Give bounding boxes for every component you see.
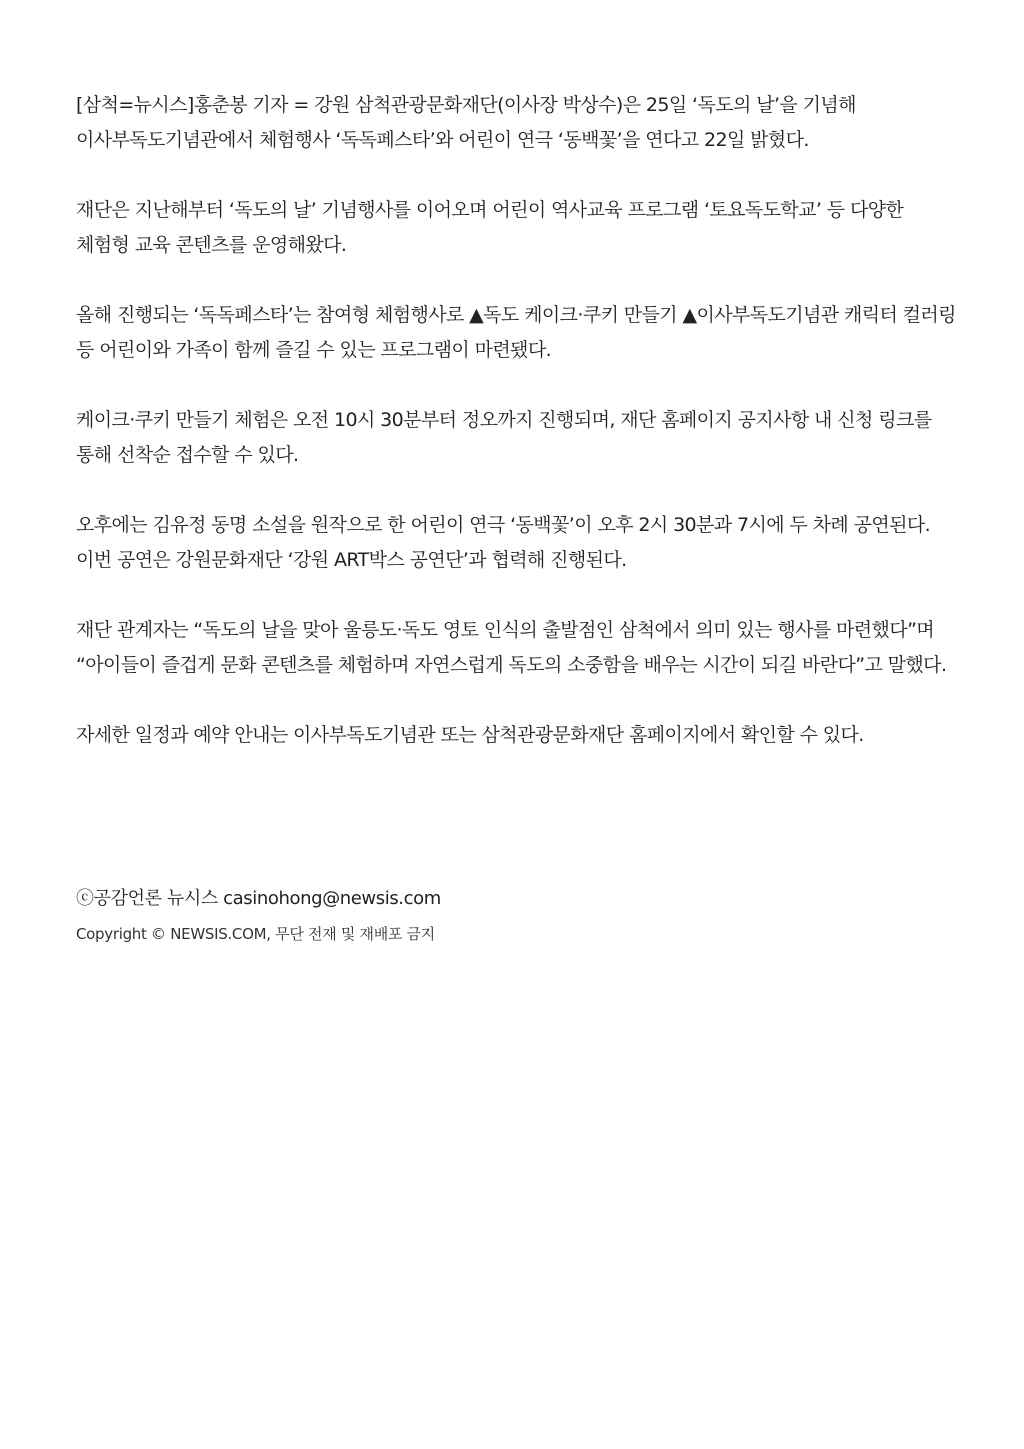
article-paragraph: 오후에는 김유정 동명 소설을 원작으로 한 어린이 연극 ‘동백꽃’이 오후 2시 30분과 7시에 두 차례 공연된다. 이번 공연은 강원문화재단 ‘강원 ART박스 공연단’과 협력해 진행된다. — [76, 514, 931, 571]
article-footer — [76, 883, 956, 947]
article-paragraph: 자세한 일정과 예약 안내는 이사부독도기념관 또는 삼척관광문화재단 홈페이지에서 확인할 수 있다. — [76, 724, 864, 746]
article-paragraph: 케이크·쿠키 만들기 체험은 오전 10시 30분부터 정오까지 진행되며, 재단 홈페이지 공지사항 내 신청 링크를 통해 선착순 접수할 수 있다. — [76, 409, 932, 466]
article-body — [76, 88, 956, 788]
copyright-notice: Copyright © NEWSIS.COM, 무단 전재 및 재배포 금지 — [76, 925, 435, 943]
article-paragraph: 재단 관계자는 “독도의 날을 맞아 울릉도·독도 영토 인식의 출발점인 삼척에서 의미 있는 행사를 마련했다”며 “아이들이 즐겁게 문화 콘텐츠를 체험하며 자연스럽게 독도의 소중함을 배우는 시간이 되길 바란다”고 말했다. — [76, 619, 947, 676]
article-paragraph: 재단은 지난해부터 ‘독도의 날’ 기념행사를 이어오며 어린이 역사교육 프로그램 ‘토요독도학교’ 등 다양한 체험형 교육 콘텐츠를 운영해왔다. — [76, 199, 904, 256]
reporter-byline: ⓒ공감언론 뉴시스 casinohong@newsis.com — [76, 888, 441, 909]
article-paragraph: 올해 진행되는 ‘독독페스타’는 참여형 체험행사로 ▲독도 케이크·쿠키 만들기 ▲이사부독도기념관 캐릭터 컬러링 등 어린이와 가족이 함께 즐길 수 있는 프로그램이 마련됐다. — [76, 304, 956, 361]
article-paragraph: [삼척=뉴시스]홍춘봉 기자 = 강원 삼척관광문화재단(이사장 박상수)은 25일 ‘독도의 날’을 기념해 이사부독도기념관에서 체험행사 ‘독독페스타’와 어린이 연극 ‘동백꽃’을 연다고 22일 밝혔다. — [76, 94, 856, 151]
